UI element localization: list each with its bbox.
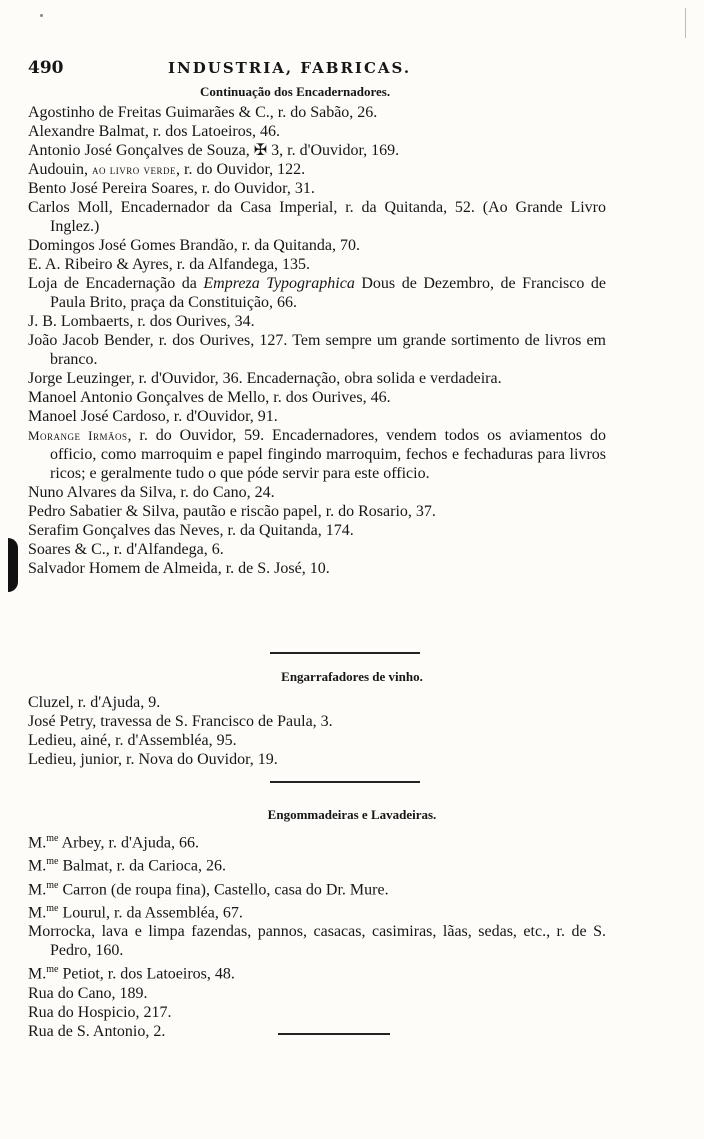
entry-em: Empreza Typographica	[203, 275, 355, 292]
entry-text: Rua do Hospicio, 217.	[28, 1003, 172, 1021]
wine-bottlers-list	[28, 693, 606, 769]
directory-entry	[28, 388, 606, 407]
page-number: 490	[28, 58, 64, 78]
directory-entry	[28, 407, 606, 426]
directory-entry	[28, 255, 606, 274]
entry-m: M.	[28, 880, 47, 898]
entry-text: Morrocka, lava e limpa fazendas, pannos, casacas, casimiras, lãas, sedas, etc., r. de S. Pedro, 160.	[28, 923, 606, 960]
entry-post: Carron (de roupa fina), Castello, casa do Dr. Mure.	[58, 880, 389, 898]
directory-entry	[28, 236, 606, 255]
section-wine-title: Engarrafadores de vinho.	[281, 669, 423, 684]
entry-post: Arbey, r. d'Ajuda, 66.	[58, 834, 199, 852]
entry-text: Ledieu, ainé, r. d'Assembléa, 95.	[28, 732, 237, 749]
entry-m: M.	[28, 834, 47, 852]
entry-post: Dous de Dezembro, de Francisco de Paula Brito, praça da Constituição, 66.	[50, 275, 607, 311]
directory-entry	[28, 829, 606, 852]
entry-text: Bento José Pereira Soares, r. do Ouvidor, 31.	[28, 180, 315, 197]
directory-entry	[28, 141, 606, 160]
entry-pre: Loja de Encadernação da	[28, 275, 204, 292]
directory-entry	[28, 521, 606, 540]
entry-post: , r. do Ouvidor, 122.	[176, 161, 306, 178]
entry-text: Salvador Homem de Almeida, r. de S. José, 10.	[28, 560, 330, 577]
directory-entry	[28, 852, 606, 875]
directory-entry	[28, 312, 606, 331]
entry-sup: me	[46, 833, 59, 844]
entry-text: Rua do Cano, 189.	[28, 984, 148, 1002]
directory-entry	[28, 198, 606, 236]
directory-entry	[28, 274, 606, 312]
directory-entry	[28, 750, 606, 769]
entry-sup: me	[46, 902, 59, 914]
directory-entry	[28, 712, 606, 731]
entry-post: Balmat, r. da Carioca, 26.	[58, 857, 226, 875]
directory-entry	[28, 160, 606, 179]
page-speck	[40, 14, 43, 17]
entry-sup: me	[46, 856, 59, 868]
entry-text: E. A. Ribeiro & Ayres, r. da Alfandega, 135.	[28, 256, 311, 273]
entry-post: Petiot, r. dos Latoeiros, 48.	[58, 965, 235, 983]
entry-text: Alexandre Balmat, r. dos Latoeiros, 46.	[28, 123, 280, 140]
entry-text: Jorge Leuzinger, r. d'Ouvidor, 36. Encadernação, obra solida e verdadeira.	[28, 370, 502, 387]
directory-entry	[28, 899, 606, 922]
entry-m: M.	[28, 904, 47, 922]
entry-sc: Morange Irmãos	[28, 428, 128, 443]
entry-text: Carlos Moll, Encadernador da Casa Imperial, r. da Quitanda, 52. (Ao Grande Livro Inglez.)	[28, 199, 606, 235]
section-laundry-title: Engommadeiras e Lavadeiras.	[267, 807, 437, 822]
directory-entry	[28, 179, 606, 198]
directory-entry	[28, 984, 606, 1003]
entry-text: Ledieu, junior, r. Nova do Ouvidor, 19.	[28, 751, 278, 768]
entry-pre: Audouin,	[28, 161, 92, 178]
directory-entry	[28, 960, 606, 983]
entry-post: Lourul, r. da Assembléa, 67.	[58, 904, 243, 922]
laundresses-list	[28, 829, 606, 1041]
page-edge-mark	[685, 8, 686, 38]
entry-text: J. B. Lombaerts, r. dos Ourives, 34.	[28, 313, 255, 330]
entry-text: Domingos José Gomes Brandão, r. da Quitanda, 70.	[28, 237, 360, 254]
directory-entry	[28, 693, 606, 712]
entry-text: Antonio José Gonçalves de Souza, ✠ 3, r. d'Ouvidor, 169.	[28, 142, 400, 159]
directory-entry	[28, 426, 606, 483]
section-divider	[270, 652, 420, 654]
entry-text: Soares & C., r. d'Alfandega, 6.	[28, 541, 224, 558]
entry-text: Agostinho de Freitas Guimarães & C., r. do Sabão, 26.	[28, 104, 378, 121]
entry-sup: me	[46, 879, 59, 891]
entry-text: Manoel José Cardoso, r. d'Ouvidor, 91.	[28, 408, 278, 425]
entry-text: Rua de S. Antonio, 2.	[28, 1022, 166, 1040]
end-divider	[278, 1033, 390, 1035]
entry-text: Serafim Gonçalves das Neves, r. da Quitanda, 174.	[28, 522, 354, 539]
directory-entry	[28, 922, 606, 960]
directory-entry	[28, 731, 606, 750]
entry-m: M.	[28, 965, 47, 983]
section-continuation-title: Continuação dos Encadernadores.	[200, 84, 391, 99]
directory-entry	[28, 502, 606, 521]
directory-entry	[28, 540, 606, 559]
binding-tab-mark	[8, 538, 18, 592]
entry-sc: ao livro verde	[92, 162, 176, 177]
directory-entry	[28, 1003, 606, 1022]
entry-text: Cluzel, r. d'Ajuda, 9.	[28, 694, 161, 711]
entry-text: José Petry, travessa de S. Francisco de Paula, 3.	[28, 713, 333, 730]
running-header	[28, 58, 588, 78]
entry-sup: me	[46, 964, 59, 976]
directory-entry	[28, 483, 606, 502]
entry-text: João Jacob Bender, r. dos Ourives, 127. Tem sempre um grande sortimento de livros em branco.	[28, 332, 606, 368]
directory-entry	[28, 559, 606, 578]
entry-text: Manoel Antonio Gonçalves de Mello, r. dos Ourives, 46.	[28, 389, 391, 406]
entry-m: M.	[28, 857, 47, 875]
running-title: INDUSTRIA, FABRICAS.	[168, 59, 412, 77]
directory-entry	[28, 876, 606, 899]
directory-entry	[28, 122, 606, 141]
entry-text: Nuno Alvares da Silva, r. do Cano, 24.	[28, 484, 275, 501]
directory-entry	[28, 369, 606, 388]
directory-entry	[28, 1022, 606, 1041]
entry-post: , r. do Ouvidor, 59. Encadernadores, vendem todos os aviamentos do officio, como marroquim e papel fingindo marroquim, fechos e fechaduras para livros ricos; e geralmente tudo o que póde servir para este officio.	[50, 427, 606, 482]
section-divider	[270, 781, 420, 783]
bookbinders-list	[28, 103, 606, 578]
directory-entry	[28, 103, 606, 122]
directory-entry	[28, 331, 606, 369]
entry-text: Pedro Sabatier & Silva, pautão e riscão papel, r. do Rosario, 37.	[28, 503, 436, 520]
